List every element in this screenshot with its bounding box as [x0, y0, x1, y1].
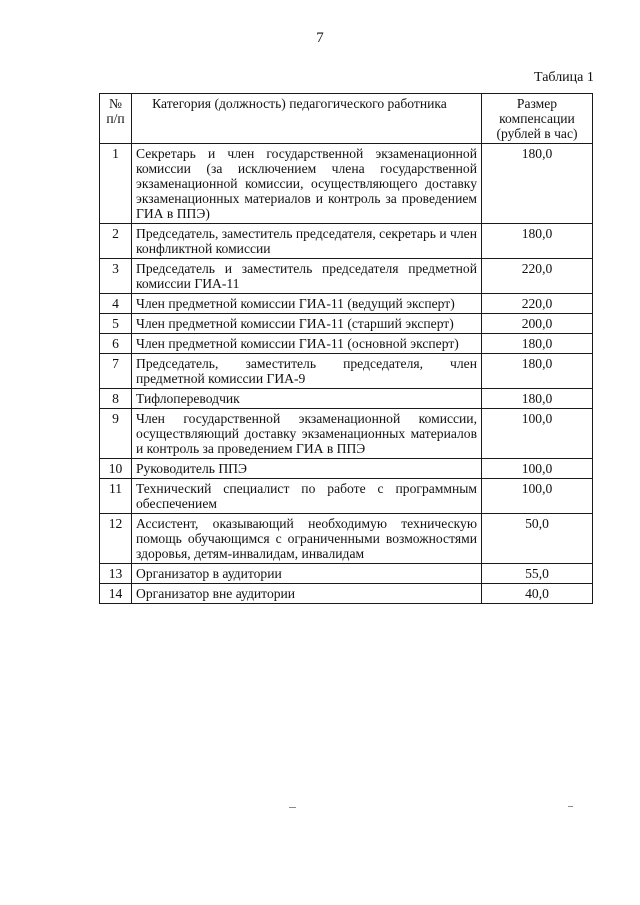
scan-mark — [289, 807, 296, 808]
row-category: Председатель, заместитель председателя, секретарь и член конфликтной комиссии — [132, 224, 482, 259]
row-number: 1 — [100, 144, 132, 224]
row-rate: 180,0 — [482, 389, 593, 409]
row-rate: 180,0 — [482, 144, 593, 224]
row-rate: 180,0 — [482, 224, 593, 259]
row-number: 6 — [100, 334, 132, 354]
row-category: Председатель и заместитель председателя предметной комиссии ГИА-11 — [132, 259, 482, 294]
compensation-table — [99, 93, 593, 604]
row-rate: 40,0 — [482, 584, 593, 604]
scan-mark — [568, 806, 573, 807]
row-category: Член предметной комиссии ГИА-11 (старший эксперт) — [132, 314, 482, 334]
table-row — [100, 259, 593, 294]
table-row — [100, 409, 593, 459]
table-row — [100, 389, 593, 409]
table-row — [100, 479, 593, 514]
row-category: Организатор в аудитории — [132, 564, 482, 584]
row-category: Руководитель ППЭ — [132, 459, 482, 479]
row-category: Член предметной комиссии ГИА-11 (основной эксперт) — [132, 334, 482, 354]
row-number: 10 — [100, 459, 132, 479]
row-rate: 220,0 — [482, 294, 593, 314]
row-number: 12 — [100, 514, 132, 564]
row-number: 7 — [100, 354, 132, 389]
row-category: Член государственной экзаменационной комиссии, осуществляющий доставку экзаменационных материалов и контроль за проведением ГИА в ППЭ — [132, 409, 482, 459]
row-category: Председатель, заместитель председателя, член предметной комиссии ГИА-9 — [132, 354, 482, 389]
table-row — [100, 354, 593, 389]
row-rate: 100,0 — [482, 409, 593, 459]
row-category: Технический специалист по работе с программным обеспечением — [132, 479, 482, 514]
row-number: 13 — [100, 564, 132, 584]
header-num: № п/п — [100, 94, 132, 144]
table-row — [100, 514, 593, 564]
row-rate: 50,0 — [482, 514, 593, 564]
row-category: Организатор вне аудитории — [132, 584, 482, 604]
row-number: 5 — [100, 314, 132, 334]
table-row — [100, 334, 593, 354]
row-number: 8 — [100, 389, 132, 409]
row-number: 9 — [100, 409, 132, 459]
table-row — [100, 459, 593, 479]
table-caption: Таблица 1 — [534, 70, 594, 85]
table-row — [100, 584, 593, 604]
row-number: 4 — [100, 294, 132, 314]
row-rate: 180,0 — [482, 334, 593, 354]
row-rate: 55,0 — [482, 564, 593, 584]
header-row — [100, 94, 593, 144]
row-rate: 180,0 — [482, 354, 593, 389]
table-row — [100, 224, 593, 259]
table-row — [100, 144, 593, 224]
table-row — [100, 314, 593, 334]
table-row — [100, 564, 593, 584]
table-row — [100, 294, 593, 314]
row-category: Секретарь и член государственной экзаменационной комиссии (за исключением члена государственной экзаменационной комиссии, осуществляющего доставку экзаменационных материалов и контроль за проведением ГИА в ППЭ) — [132, 144, 482, 224]
table-body — [100, 144, 593, 604]
row-number: 11 — [100, 479, 132, 514]
row-category: Член предметной комиссии ГИА-11 (ведущий эксперт) — [132, 294, 482, 314]
header-rate: Размер компенсации (рублей в час) — [482, 94, 593, 144]
row-rate: 200,0 — [482, 314, 593, 334]
row-number: 14 — [100, 584, 132, 604]
row-number: 3 — [100, 259, 132, 294]
row-category: Тифлопереводчик — [132, 389, 482, 409]
row-rate: 220,0 — [482, 259, 593, 294]
row-rate: 100,0 — [482, 459, 593, 479]
header-category: Категория (должность) педагогического работника — [132, 94, 482, 144]
row-number: 2 — [100, 224, 132, 259]
table-header — [100, 94, 593, 144]
page-number: 7 — [316, 30, 324, 46]
row-rate: 100,0 — [482, 479, 593, 514]
row-category: Ассистент, оказывающий необходимую техническую помощь обучающимся с ограниченными возможностями здоровья, детям-инвалидам, инвалидам — [132, 514, 482, 564]
